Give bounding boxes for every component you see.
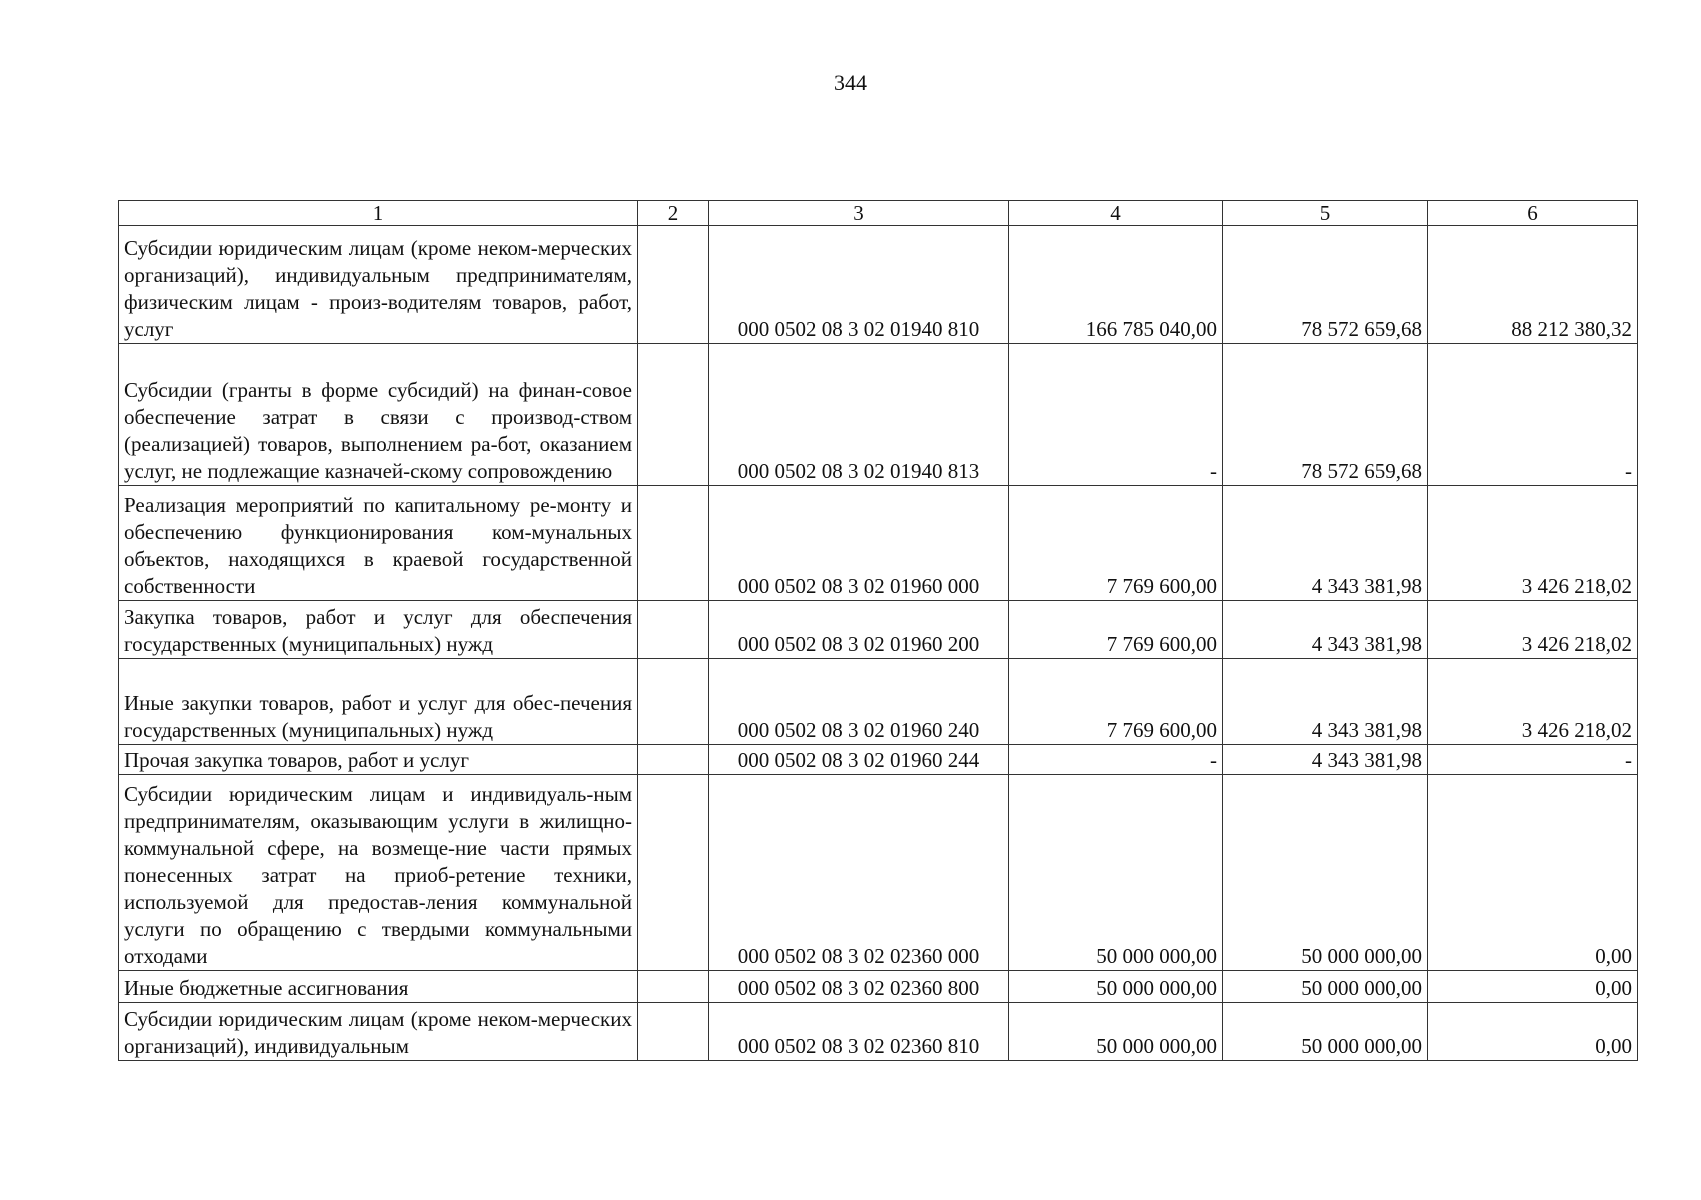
row-code: 000 0502 08 3 02 01960 200 <box>709 601 1009 659</box>
row-executed: 4 343 381,98 <box>1223 659 1428 745</box>
table-header-row <box>119 201 1638 226</box>
row-executed: 50 000 000,00 <box>1223 971 1428 1003</box>
table-row <box>119 344 1638 486</box>
row-plan: - <box>1009 745 1223 775</box>
column-header-2: 2 <box>638 201 709 226</box>
row-executed: 78 572 659,68 <box>1223 344 1428 486</box>
row-name: Субсидии юридическим лицам (кроме неком-мерческих организаций), индивидуальным <box>119 1003 638 1061</box>
row-remainder: 0,00 <box>1428 775 1638 971</box>
column-header-4: 4 <box>1009 201 1223 226</box>
row-plan: 7 769 600,00 <box>1009 659 1223 745</box>
row-col2 <box>638 775 709 971</box>
row-executed: 4 343 381,98 <box>1223 745 1428 775</box>
table-row <box>119 659 1638 745</box>
row-plan: 50 000 000,00 <box>1009 971 1223 1003</box>
row-executed: 50 000 000,00 <box>1223 775 1428 971</box>
column-header-6: 6 <box>1428 201 1638 226</box>
row-remainder: 0,00 <box>1428 1003 1638 1061</box>
row-plan: 50 000 000,00 <box>1009 775 1223 971</box>
row-remainder: - <box>1428 344 1638 486</box>
row-executed: 4 343 381,98 <box>1223 601 1428 659</box>
row-name: Иные закупки товаров, работ и услуг для обес-печения государственных (муниципальных) нужд <box>119 659 638 745</box>
column-header-1: 1 <box>119 201 638 226</box>
column-header-3: 3 <box>709 201 1009 226</box>
row-executed: 50 000 000,00 <box>1223 1003 1428 1061</box>
row-remainder: 3 426 218,02 <box>1428 601 1638 659</box>
row-executed: 78 572 659,68 <box>1223 226 1428 344</box>
row-name: Субсидии юридическим лицам (кроме неком-мерческих организаций), индивидуальным предпринимателям, физическим лицам - произ-водителям товаров, работ, услуг <box>119 226 638 344</box>
row-plan: - <box>1009 344 1223 486</box>
row-code: 000 0502 08 3 02 01960 240 <box>709 659 1009 745</box>
table-row <box>119 601 1638 659</box>
row-name: Реализация мероприятий по капитальному ре-монту и обеспечению функционирования ком-мунальных объектов, находящихся в краевой государственной собственности <box>119 486 638 601</box>
row-col2 <box>638 601 709 659</box>
row-remainder: - <box>1428 745 1638 775</box>
row-remainder: 88 212 380,32 <box>1428 226 1638 344</box>
row-code: 000 0502 08 3 02 02360 810 <box>709 1003 1009 1061</box>
row-code: 000 0502 08 3 02 01960 244 <box>709 745 1009 775</box>
row-remainder: 3 426 218,02 <box>1428 486 1638 601</box>
row-name: Закупка товаров, работ и услуг для обеспечения государственных (муниципальных) нужд <box>119 601 638 659</box>
row-name: Иные бюджетные ассигнования <box>119 971 638 1003</box>
row-name: Субсидии (гранты в форме субсидий) на финан-совое обеспечение затрат в связи с производ-ством (реализацией) товаров, выполнением ра-бот, оказанием услуг, не подлежащие казначей-скому сопровождению <box>119 344 638 486</box>
row-plan: 7 769 600,00 <box>1009 486 1223 601</box>
row-executed: 4 343 381,98 <box>1223 486 1428 601</box>
row-plan: 7 769 600,00 <box>1009 601 1223 659</box>
table-row <box>119 971 1638 1003</box>
row-col2 <box>638 1003 709 1061</box>
budget-table <box>118 200 1638 1061</box>
table-row <box>119 486 1638 601</box>
row-col2 <box>638 971 709 1003</box>
row-remainder: 3 426 218,02 <box>1428 659 1638 745</box>
row-plan: 50 000 000,00 <box>1009 1003 1223 1061</box>
row-col2 <box>638 486 709 601</box>
row-name: Прочая закупка товаров, работ и услуг <box>119 745 638 775</box>
row-col2 <box>638 659 709 745</box>
row-code: 000 0502 08 3 02 02360 800 <box>709 971 1009 1003</box>
row-code: 000 0502 08 3 02 01940 813 <box>709 344 1009 486</box>
row-col2 <box>638 226 709 344</box>
table-row <box>119 1003 1638 1061</box>
row-name: Субсидии юридическим лицам и индивидуаль-ным предпринимателям, оказывающим услуги в жилищно-коммунальной сфере, на возмеще-ние части прямых понесенных затрат на приоб-ретение техники, используемой для предостав-ления коммунальной услуги по обращению с твердыми коммунальными отходами <box>119 775 638 971</box>
row-code: 000 0502 08 3 02 01960 000 <box>709 486 1009 601</box>
row-col2 <box>638 745 709 775</box>
row-remainder: 0,00 <box>1428 971 1638 1003</box>
column-header-5: 5 <box>1223 201 1428 226</box>
row-col2 <box>638 344 709 486</box>
table-row <box>119 745 1638 775</box>
table-row <box>119 226 1638 344</box>
table-row <box>119 775 1638 971</box>
row-code: 000 0502 08 3 02 02360 000 <box>709 775 1009 971</box>
page-number: 344 <box>834 70 867 95</box>
row-code: 000 0502 08 3 02 01940 810 <box>709 226 1009 344</box>
row-plan: 166 785 040,00 <box>1009 226 1223 344</box>
